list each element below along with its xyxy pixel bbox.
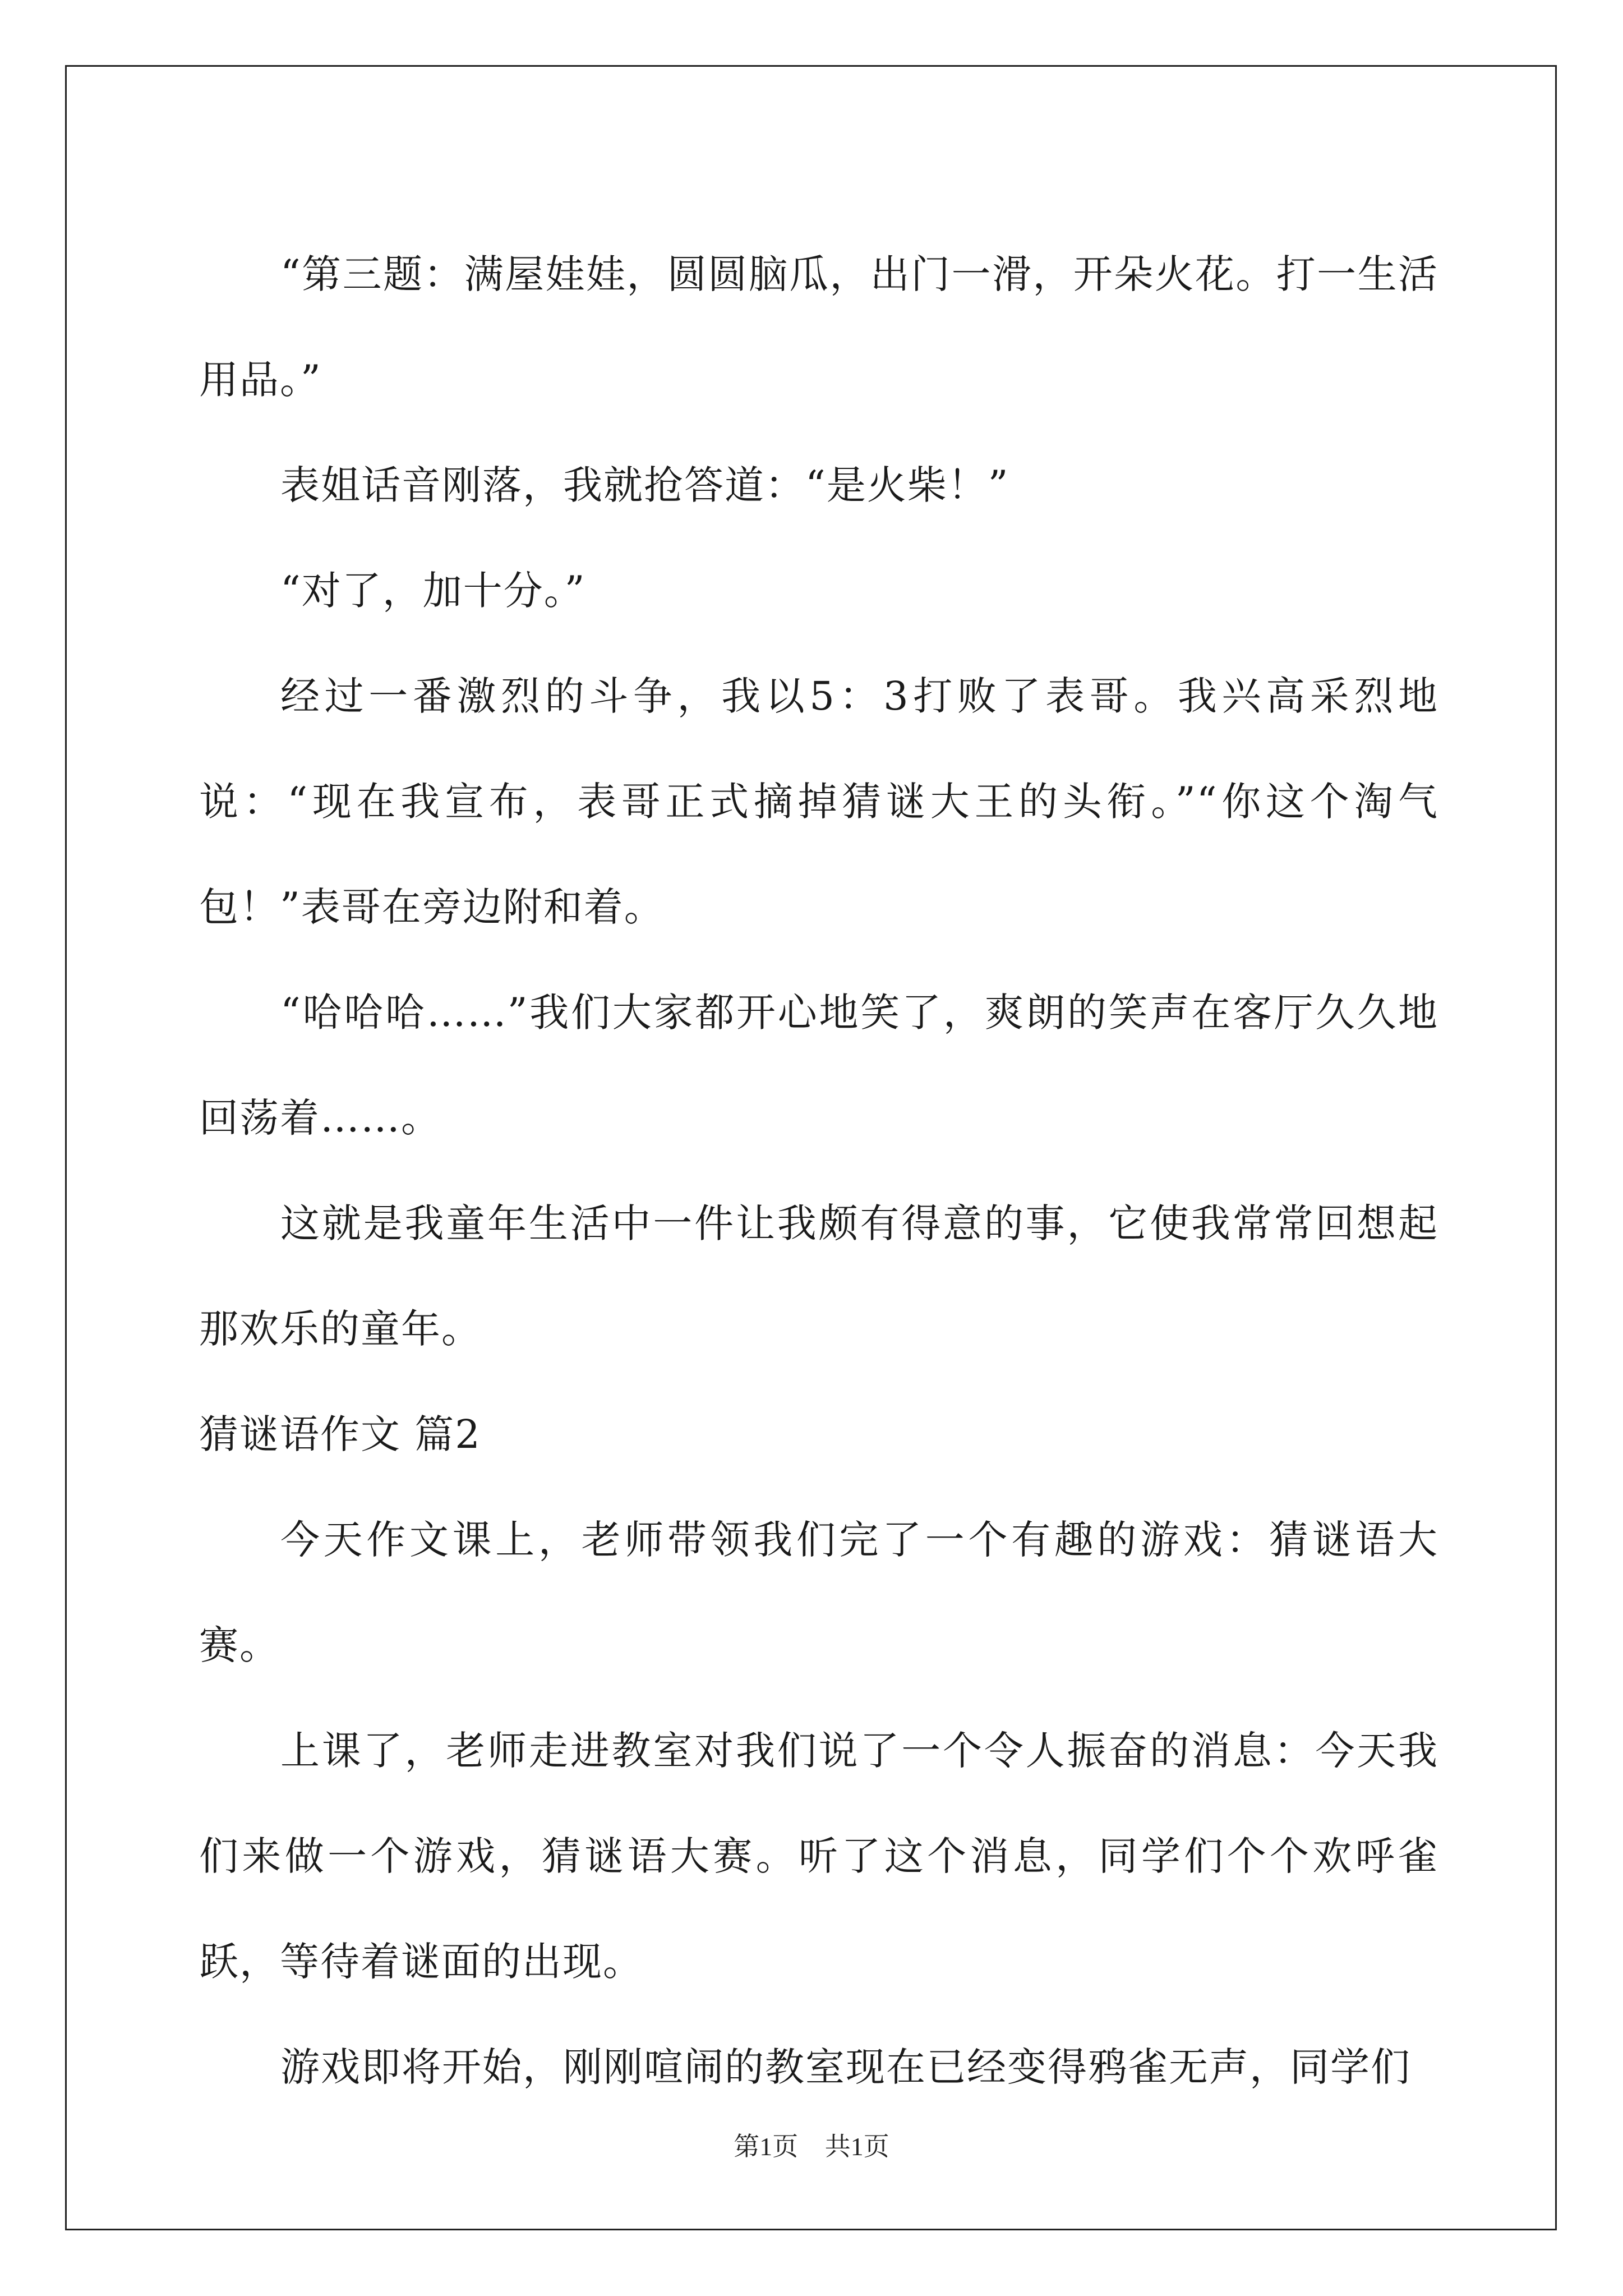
paragraph-intro: 今天作文课上，老师带领我们完了一个有趣的游戏：猜谜语大赛。 xyxy=(199,1517,1438,1668)
paragraph-class-begins: 上课了，老师走进教室对我们说了一个令人振奋的消息：今天我们来做一个游戏，猜谜语大赛。听了这个消息，同学们个个欢呼雀跃，等待着谜面的出现。 xyxy=(199,1728,1438,1985)
document-body xyxy=(199,222,1438,2120)
page-footer xyxy=(0,2126,1623,2163)
total-pages: 共1页 xyxy=(824,2132,889,2161)
page-number: 第1页 xyxy=(734,2132,799,2161)
paragraph-riddle-three: “第三题：满屋娃娃，圆圆脑瓜，出门一滑，开朵火花。打一生活用品。” xyxy=(199,251,1438,403)
paragraph-correct: “对了，加十分。” xyxy=(280,568,586,614)
paragraph-victory: 经过一番激烈的斗争，我以5：3打败了表哥。我兴高采烈地说：“现在我宣布，表哥正式摘掉猜谜大王的头衔。”“你这个淘气包！”表哥在旁边附和着。 xyxy=(199,673,1438,930)
paragraph-conclusion: 这就是我童年生活中一件让我颇有得意的事，它使我常常回想起那欢乐的童年。 xyxy=(199,1200,1438,1352)
paragraph-answer: 表姐话音刚落，我就抢答道：“是火柴！” xyxy=(280,462,1009,508)
section-heading: 猜谜语作文 篇2 xyxy=(199,1411,481,1457)
paragraph-laughter: “哈哈哈……”我们大家都开心地笑了，爽朗的笑声在客厅久久地回荡着……。 xyxy=(199,990,1438,1141)
paragraph-game-start: 游戏即将开始，刚刚喧闹的教室现在已经变得鸦雀无声，同学们 xyxy=(280,2044,1411,2090)
